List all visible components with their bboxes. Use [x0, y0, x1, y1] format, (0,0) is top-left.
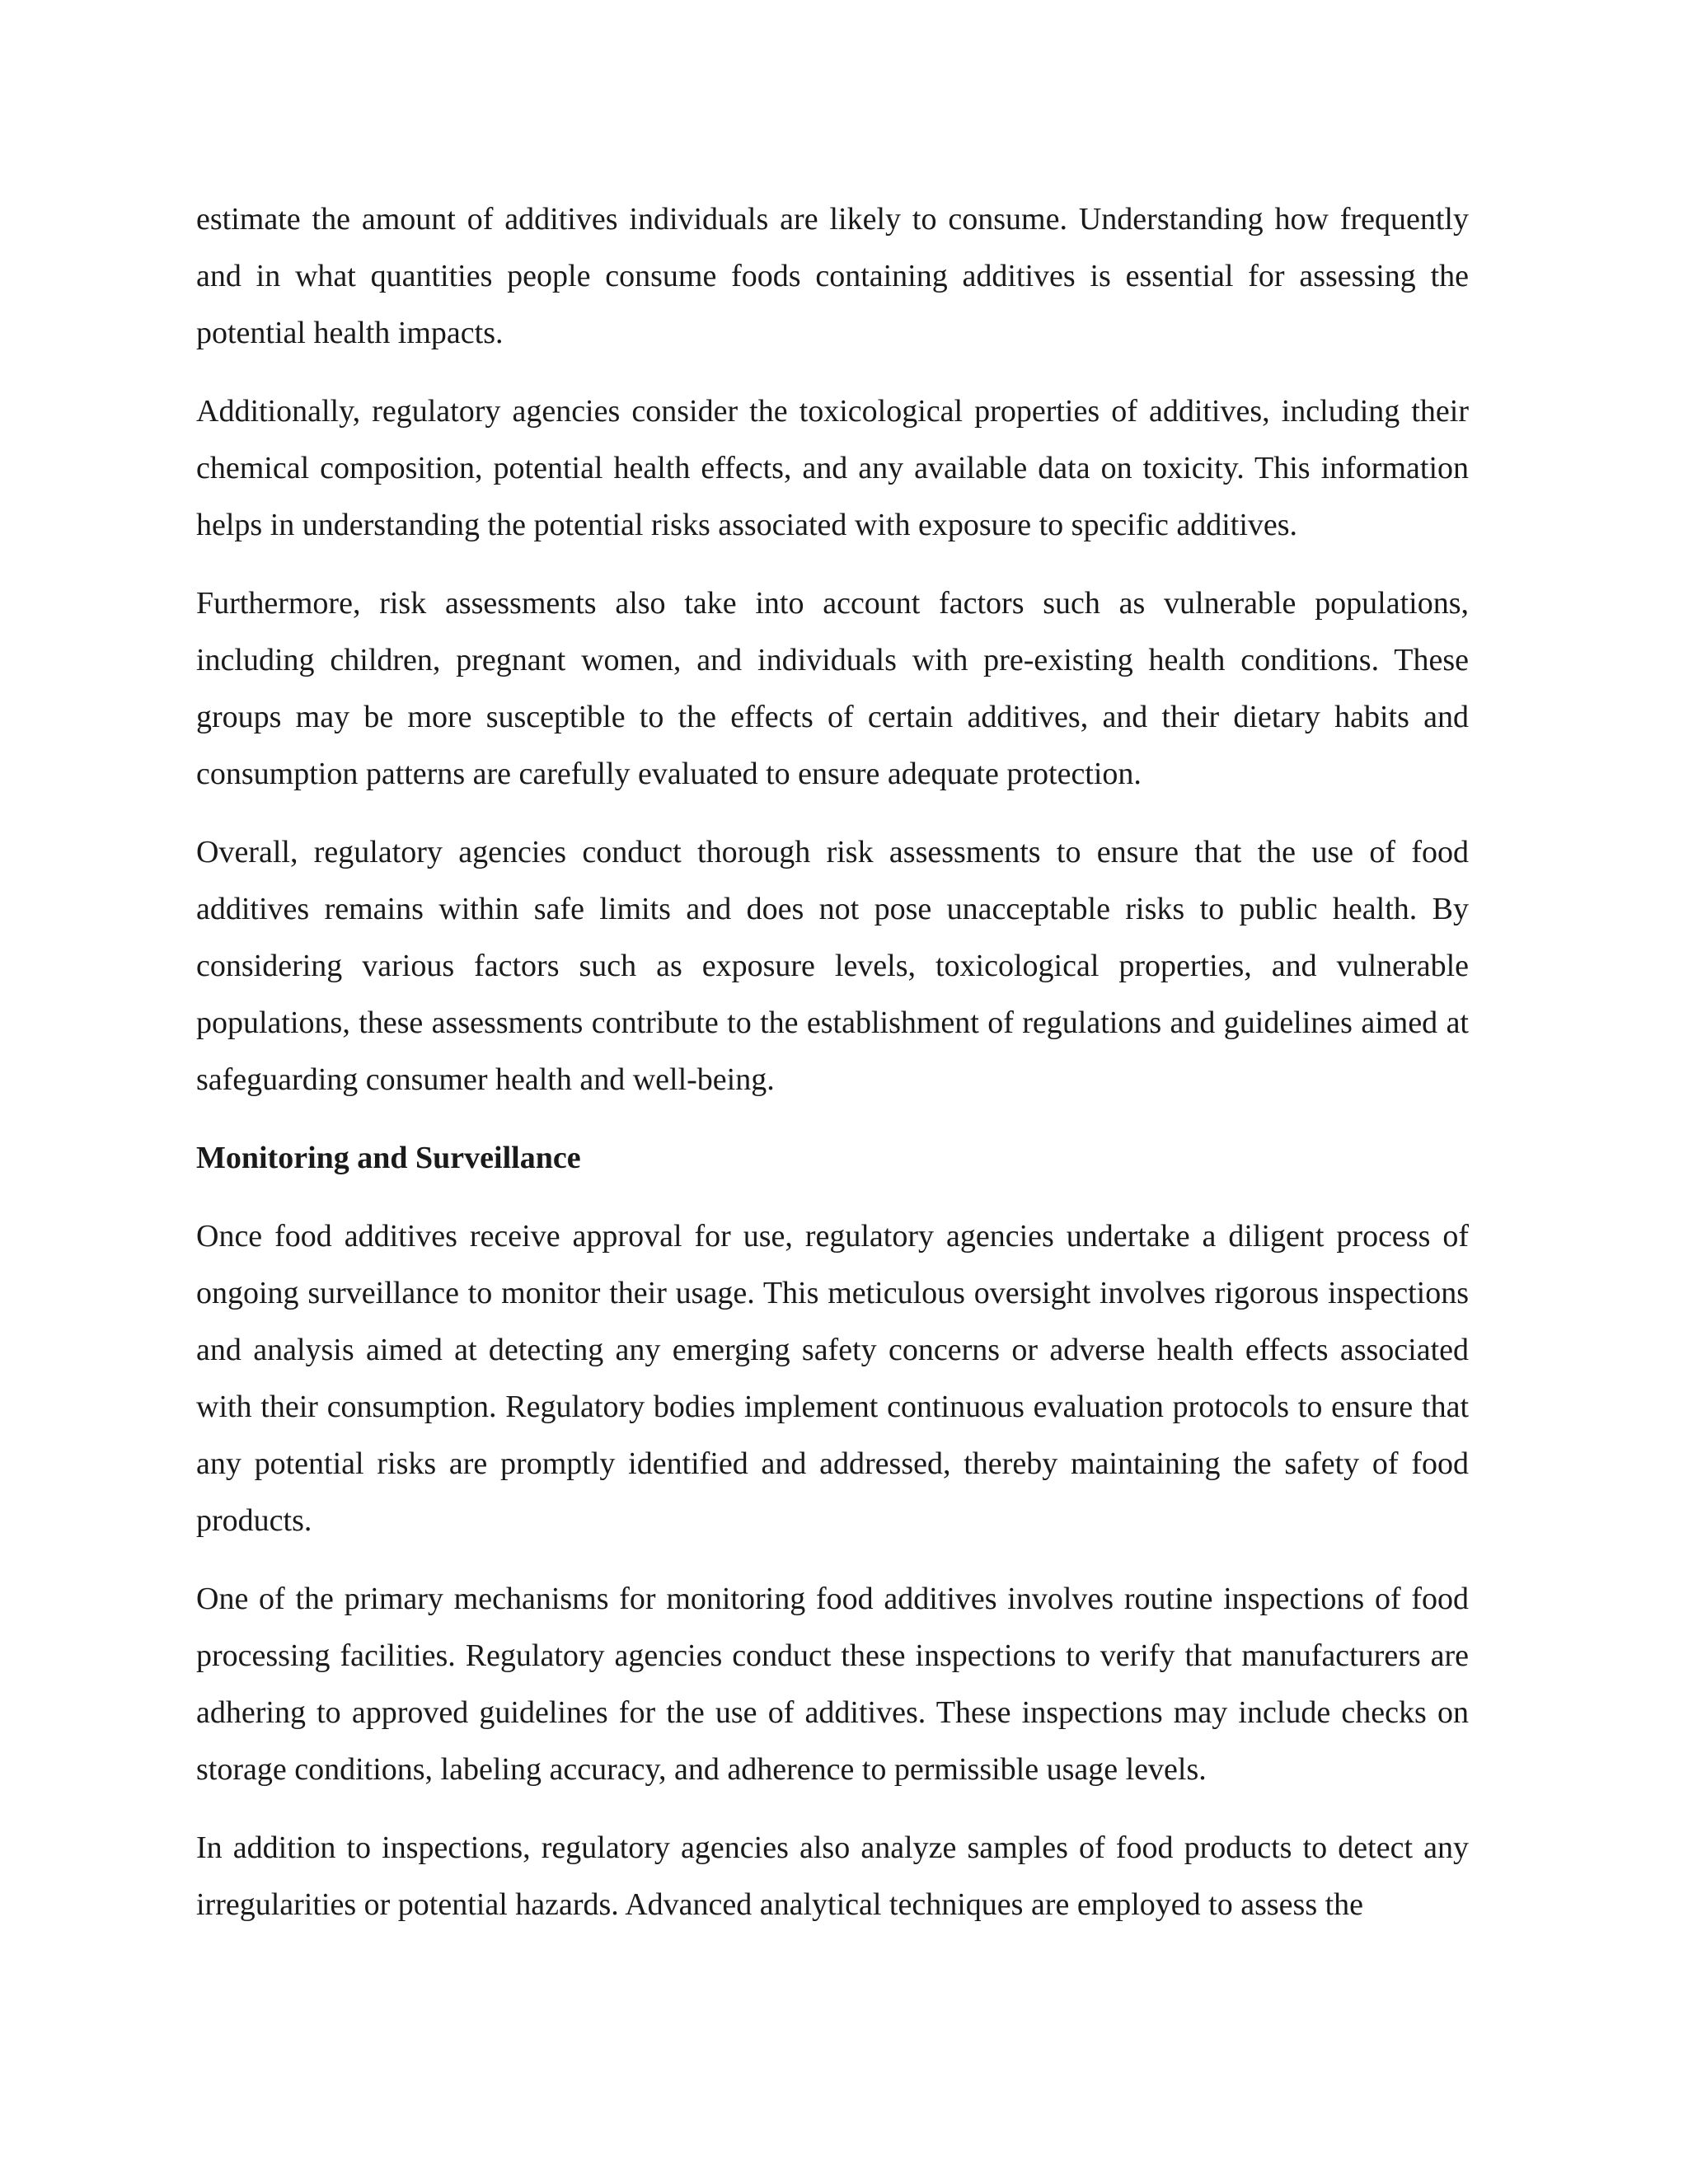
page-body [196, 191, 1469, 1933]
paragraph-sample-analysis: In addition to inspections, regulatory agencies also analyze samples of food products to detect any irregularities or potential hazards. Advanced analytical techniques are employed to assess the [196, 1830, 1469, 1922]
paragraph-overall-risk-assessment: Overall, regulatory agencies conduct thorough risk assessments to ensure that the use of food additives remains within safe limits and does not pose unacceptable risks to public health. By considering various factors such as exposure levels, toxicological properties, and vulnerable populations, these assessments contribute to the establishment of regulations and guidelines aimed at safeguarding consumer health and well-being. [196, 835, 1469, 1097]
paragraph-exposure-estimate: estimate the amount of additives individuals are likely to consume. Understanding how frequently and in what quantities people consume foods containing additives is essential for assessing the potential health impacts. [196, 202, 1469, 350]
paragraph-ongoing-surveillance: Once food additives receive approval for use, regulatory agencies undertake a diligent process of ongoing surveillance to monitor their usage. This meticulous oversight involves rigorous inspections and analysis aimed at detecting any emerging safety concerns or adverse health effects associated with their consumption. Regulatory bodies implement continuous evaluation protocols to ensure that any potential risks are promptly identified and addressed, thereby maintaining the safety of food products. [196, 1219, 1469, 1538]
section-heading: Monitoring and Surveillance [196, 1141, 581, 1175]
paragraph-vulnerable-populations: Furthermore, risk assessments also take into account factors such as vulnerable populations, including children, pregnant women, and individuals with pre-existing health conditions. These groups may be more susceptible to the effects of certain additives, and their dietary habits and consumption patterns are carefully evaluated to ensure adequate protection. [196, 586, 1469, 791]
paragraph-toxicological-properties: Additionally, regulatory agencies consider the toxicological properties of additives, including their chemical composition, potential health effects, and any available data on toxicity. This information helps in understanding the potential risks associated with exposure to specific additives. [196, 394, 1469, 542]
paragraph-routine-inspections: One of the primary mechanisms for monitoring food additives involves routine inspections of food processing facilities. Regulatory agencies conduct these inspections to verify that manufacturers are adhering to approved guidelines for the use of additives. These inspections may include checks on storage conditions, labeling accuracy, and adherence to permissible usage levels. [196, 1582, 1469, 1787]
